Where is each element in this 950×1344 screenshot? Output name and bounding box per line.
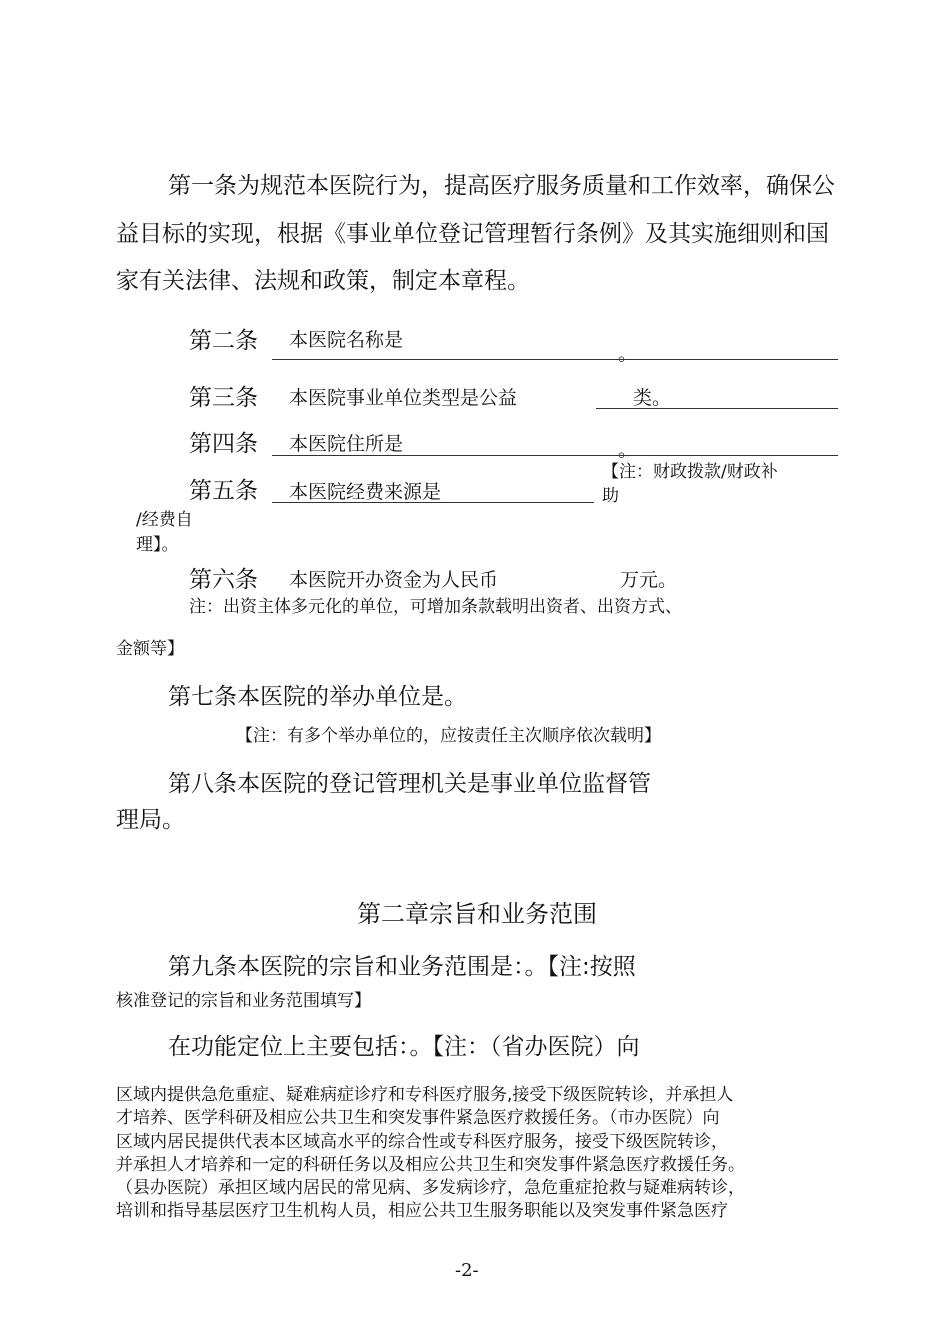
chapter-2-title: 第二章宗旨和业务范围 xyxy=(357,900,597,928)
function-line-6: （县办医院）承担区域内居民的常见病、多发病诊疗，急危重症抢救与疑难病转诊， xyxy=(116,1178,745,1198)
article-2-end: 。 xyxy=(618,343,638,365)
article-8-line-2: 理局。 xyxy=(116,807,185,833)
article-9-line-1: 第九条本医院的宗旨和业务范围是：。【注:按照 xyxy=(168,954,636,980)
article-2-label: 第二条 xyxy=(189,328,258,354)
article-4-blank-line xyxy=(272,455,838,456)
article-1-line-3: 家有关法律、法规和政策，制定本章程。 xyxy=(116,268,530,294)
article-2-blank-line xyxy=(272,359,838,360)
article-3-text: 本医院事业单位类型是公益 xyxy=(289,387,518,409)
article-5-note-1: 【注：财政拨款/财政补 xyxy=(602,462,778,482)
article-5-note-4: 理】。 xyxy=(136,535,179,555)
article-9-line-2: 核准登记的宗旨和业务范围填写】 xyxy=(116,991,371,1011)
article-6-note-1: 注：出资主体多元化的单位，可增加条款载明出资者、出资方式、 xyxy=(189,597,682,617)
article-4-text: 本医院住所是 xyxy=(289,433,404,455)
article-6-unit: 万元。 xyxy=(620,569,678,591)
article-6-label: 第六条 xyxy=(189,567,258,593)
article-7-note: 【注：有多个举办单位的，应按责任主次顺序依次载明】 xyxy=(236,726,661,746)
article-5-note-2: 助 xyxy=(602,486,619,506)
article-6-note-2: 金额等】 xyxy=(116,639,184,659)
article-5-label: 第五条 xyxy=(189,478,258,504)
article-4-end: 。 xyxy=(618,439,638,461)
function-line-3: 才培养、医学科研及相应公共卫生和突发事件紧急医疗救援任务。（市办医院）向 xyxy=(116,1108,720,1128)
function-line-7: 培训和指导基层医疗卫生机构人员，相应公共卫生服务职能以及突发事件紧急医疗 xyxy=(116,1201,728,1221)
article-1-line-1: 第一条为规范本医院行为，提高医疗服务质量和工作效率，确保公 xyxy=(168,173,835,199)
function-line-5: 并承担人才培养和一定的科研任务以及相应公共卫生和突发事件紧急医疗救援任务。 xyxy=(116,1155,745,1175)
article-5-note-3: /经费自 xyxy=(136,510,193,530)
article-4-label: 第四条 xyxy=(189,431,258,457)
article-3-label: 第三条 xyxy=(189,385,258,411)
page-number: -2- xyxy=(455,1260,479,1281)
article-6-text: 本医院开办资金为人民币 xyxy=(289,569,499,591)
article-3-end: 类。 xyxy=(633,387,672,409)
article-5-blank-line xyxy=(272,502,594,503)
article-2-text: 本医院名称是 xyxy=(289,329,404,351)
article-3-blank-line xyxy=(596,408,838,409)
function-line-1: 在功能定位上主要包括：。【注：（省办医院）向 xyxy=(168,1034,640,1060)
article-5-text: 本医院经费来源是 xyxy=(289,481,442,503)
function-line-4: 区域内居民提供代表本区域高水平的综合性或专科医疗服务，接受下级医院转诊， xyxy=(116,1132,728,1152)
article-8-line-1: 第八条本医院的登记管理机关是事业单位监督管 xyxy=(168,771,651,797)
function-line-2: 区域内提供急危重症、疑难病症诊疗和专科医疗服务,接受下级医院转诊，并承担人 xyxy=(116,1085,734,1105)
article-7-text: 第七条本医院的举办单位是。 xyxy=(168,684,467,710)
article-1-line-2: 益目标的实现，根据《事业单位登记管理暂行条例》及其实施细则和国 xyxy=(116,221,829,247)
